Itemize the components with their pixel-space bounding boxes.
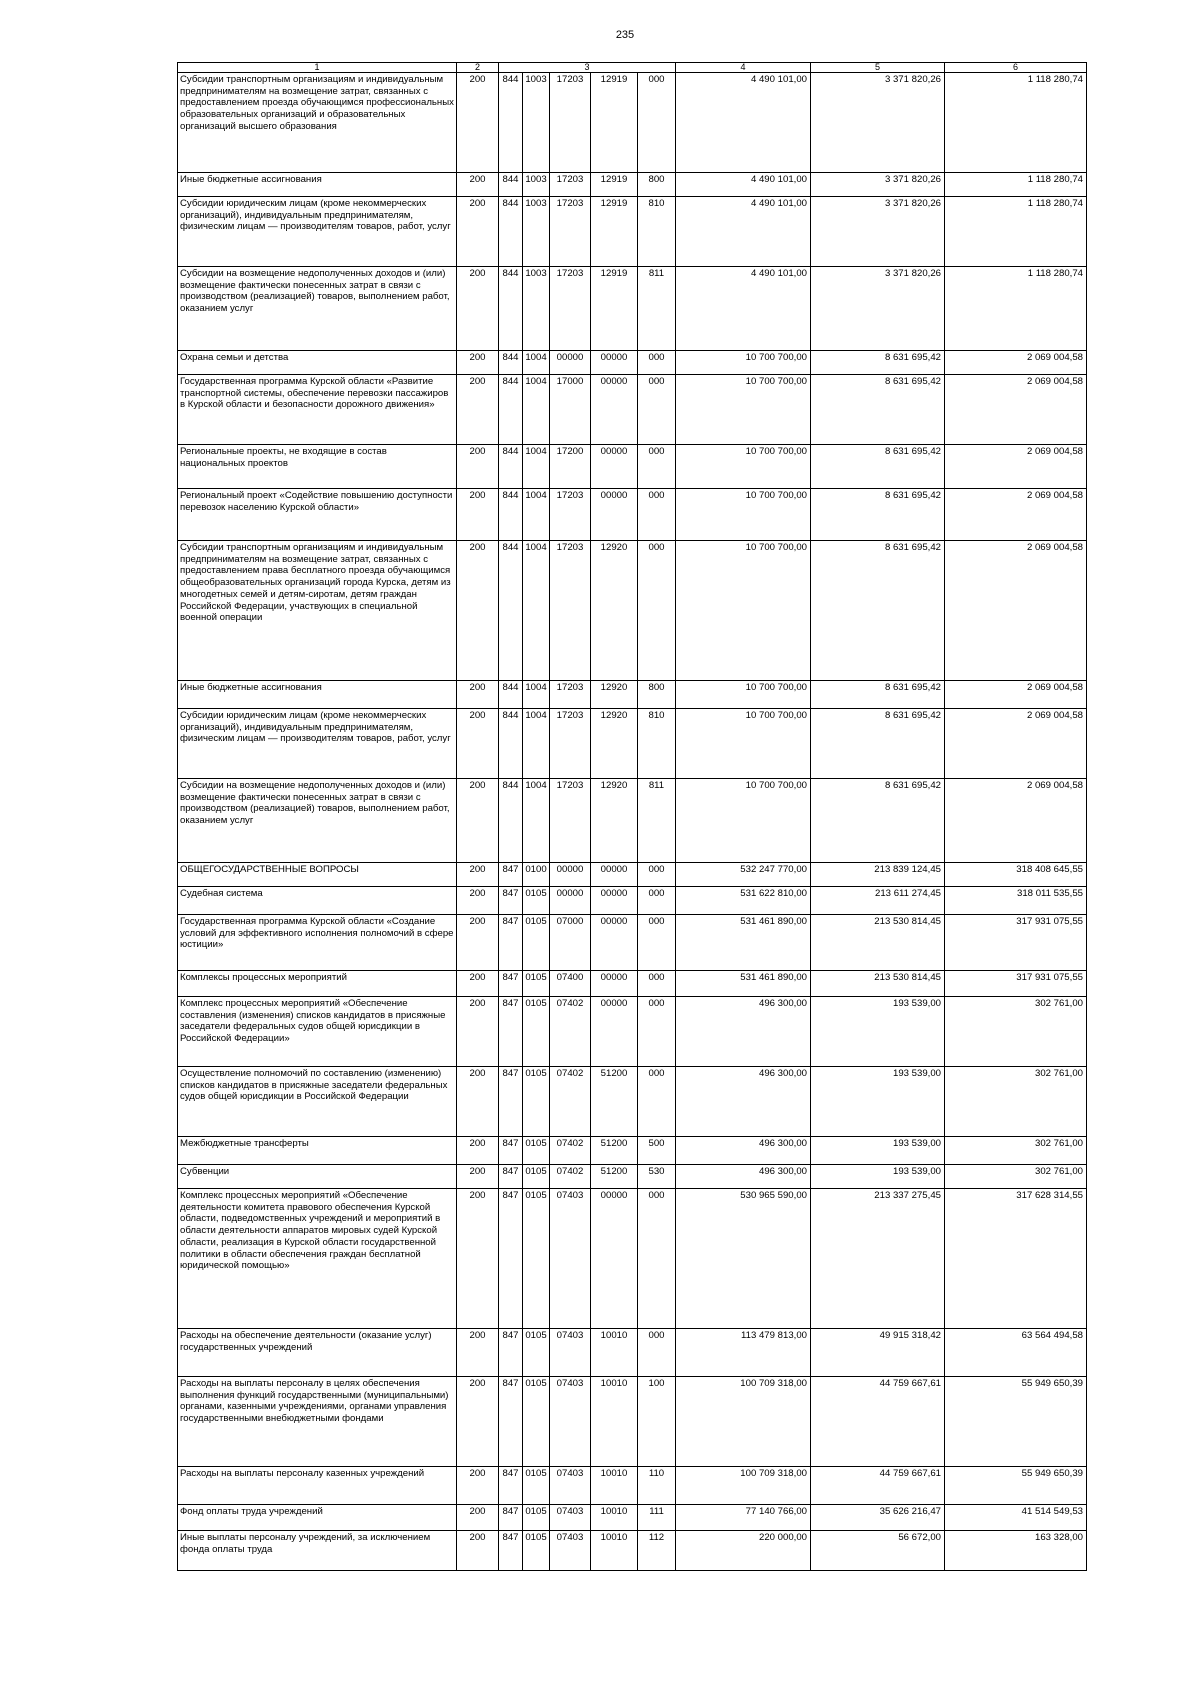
expense-type-cell: 100	[638, 1377, 676, 1467]
planned-amount-cell: 100 709 318,00	[676, 1467, 811, 1505]
table-row	[178, 1531, 1087, 1571]
planned-amount-cell: 531 461 890,00	[676, 971, 811, 997]
name-cell: Субсидии транспортным организациям и индивидуальным предпринимателям на возмещение затрат, связанных с предоставлением права бесплатного проезда обучающимся общеобразовательных организаций города Курска, детям из многодетных семей и детям-сиротам, детям граждан Российской Федерации, участвующих в специальной военной операции	[178, 541, 457, 681]
section-code-cell: 1003	[523, 73, 550, 173]
executed-amount-cell: 8 631 695,42	[811, 681, 945, 709]
section-code-cell: 1004	[523, 681, 550, 709]
table-row	[178, 681, 1087, 709]
remaining-amount-cell: 2 069 004,58	[945, 445, 1087, 489]
name-cell: Расходы на обеспечение деятельности (оказание услуг) государственных учреждений	[178, 1329, 457, 1377]
ministry-code-cell: 847	[499, 1329, 523, 1377]
executed-amount-cell: 193 539,00	[811, 1137, 945, 1165]
section-code-cell: 1003	[523, 173, 550, 197]
section-code-cell: 0105	[523, 1377, 550, 1467]
header-col-2: 2	[457, 63, 499, 73]
ministry-code-cell: 847	[499, 1189, 523, 1329]
program-code-cell: 17203	[550, 73, 591, 173]
planned-amount-cell: 113 479 813,00	[676, 1329, 811, 1377]
expense-type-cell: 000	[638, 73, 676, 173]
direction-code-cell: 51200	[591, 1137, 638, 1165]
remaining-amount-cell: 317 931 075,55	[945, 971, 1087, 997]
program-code-cell: 07400	[550, 971, 591, 997]
table-row	[178, 197, 1087, 267]
remaining-amount-cell: 1 118 280,74	[945, 267, 1087, 351]
planned-amount-cell: 496 300,00	[676, 1137, 811, 1165]
direction-code-cell: 00000	[591, 863, 638, 887]
page-number: 235	[615, 29, 635, 41]
planned-amount-cell: 4 490 101,00	[676, 267, 811, 351]
remaining-amount-cell: 317 931 075,55	[945, 915, 1087, 971]
name-cell: Региональные проекты, не входящие в состав национальных проектов	[178, 445, 457, 489]
ministry-code-cell: 844	[499, 351, 523, 375]
program-code-cell: 17203	[550, 779, 591, 863]
expense-type-cell: 800	[638, 681, 676, 709]
remaining-amount-cell: 55 949 650,39	[945, 1377, 1087, 1467]
header-col-5: 5	[811, 63, 945, 73]
admin-code-cell: 200	[457, 1505, 499, 1531]
table-row	[178, 887, 1087, 915]
ministry-code-cell: 844	[499, 197, 523, 267]
ministry-code-cell: 844	[499, 173, 523, 197]
planned-amount-cell: 10 700 700,00	[676, 541, 811, 681]
planned-amount-cell: 531 461 890,00	[676, 915, 811, 971]
section-code-cell: 0105	[523, 887, 550, 915]
section-code-cell: 0105	[523, 1189, 550, 1329]
table-row	[178, 863, 1087, 887]
table-row	[178, 489, 1087, 541]
program-code-cell: 00000	[550, 351, 591, 375]
program-code-cell: 07403	[550, 1377, 591, 1467]
remaining-amount-cell: 163 328,00	[945, 1531, 1087, 1571]
name-cell: Охрана семьи и детства	[178, 351, 457, 375]
admin-code-cell: 200	[457, 863, 499, 887]
executed-amount-cell: 213 839 124,45	[811, 863, 945, 887]
direction-code-cell: 00000	[591, 351, 638, 375]
program-code-cell: 07403	[550, 1189, 591, 1329]
program-code-cell: 17200	[550, 445, 591, 489]
ministry-code-cell: 847	[499, 887, 523, 915]
ministry-code-cell: 844	[499, 489, 523, 541]
budget-table	[177, 62, 1087, 1571]
admin-code-cell: 200	[457, 1329, 499, 1377]
table-row	[178, 1377, 1087, 1467]
admin-code-cell: 200	[457, 1467, 499, 1505]
expense-type-cell: 000	[638, 1189, 676, 1329]
planned-amount-cell: 496 300,00	[676, 997, 811, 1067]
name-cell: Межбюджетные трансферты	[178, 1137, 457, 1165]
executed-amount-cell: 8 631 695,42	[811, 779, 945, 863]
admin-code-cell: 200	[457, 267, 499, 351]
admin-code-cell: 200	[457, 997, 499, 1067]
executed-amount-cell: 213 530 814,45	[811, 971, 945, 997]
program-code-cell: 17203	[550, 681, 591, 709]
ministry-code-cell: 844	[499, 681, 523, 709]
direction-code-cell: 10010	[591, 1531, 638, 1571]
expense-type-cell: 800	[638, 173, 676, 197]
direction-code-cell: 12919	[591, 173, 638, 197]
table-row	[178, 1329, 1087, 1377]
expense-type-cell: 112	[638, 1531, 676, 1571]
remaining-amount-cell: 2 069 004,58	[945, 709, 1087, 779]
table-row	[178, 915, 1087, 971]
ministry-code-cell: 847	[499, 1467, 523, 1505]
planned-amount-cell: 10 700 700,00	[676, 709, 811, 779]
direction-code-cell: 12920	[591, 681, 638, 709]
name-cell: Субсидии юридическим лицам (кроме некоммерческих организаций), индивидуальным предпринимателям, физическим лицам — производителям товаров, работ, услуг	[178, 197, 457, 267]
executed-amount-cell: 193 539,00	[811, 1165, 945, 1189]
expense-type-cell: 000	[638, 1067, 676, 1137]
section-code-cell: 0105	[523, 971, 550, 997]
table-row	[178, 1467, 1087, 1505]
admin-code-cell: 200	[457, 1531, 499, 1571]
planned-amount-cell: 4 490 101,00	[676, 197, 811, 267]
planned-amount-cell: 10 700 700,00	[676, 445, 811, 489]
remaining-amount-cell: 2 069 004,58	[945, 779, 1087, 863]
ministry-code-cell: 847	[499, 915, 523, 971]
section-code-cell: 1004	[523, 351, 550, 375]
executed-amount-cell: 193 539,00	[811, 997, 945, 1067]
program-code-cell: 07403	[550, 1531, 591, 1571]
executed-amount-cell: 193 539,00	[811, 1067, 945, 1137]
remaining-amount-cell: 63 564 494,58	[945, 1329, 1087, 1377]
admin-code-cell: 200	[457, 1189, 499, 1329]
planned-amount-cell: 530 965 590,00	[676, 1189, 811, 1329]
remaining-amount-cell: 2 069 004,58	[945, 681, 1087, 709]
table-row	[178, 1189, 1087, 1329]
admin-code-cell: 200	[457, 1067, 499, 1137]
planned-amount-cell: 10 700 700,00	[676, 779, 811, 863]
name-cell: Субвенции	[178, 1165, 457, 1189]
remaining-amount-cell: 55 949 650,39	[945, 1467, 1087, 1505]
table-row	[178, 541, 1087, 681]
section-code-cell: 1004	[523, 541, 550, 681]
planned-amount-cell: 10 700 700,00	[676, 489, 811, 541]
admin-code-cell: 200	[457, 681, 499, 709]
executed-amount-cell: 35 626 216,47	[811, 1505, 945, 1531]
name-cell: ОБЩЕГОСУДАРСТВЕННЫЕ ВОПРОСЫ	[178, 863, 457, 887]
program-code-cell: 17203	[550, 267, 591, 351]
program-code-cell: 17203	[550, 489, 591, 541]
executed-amount-cell: 8 631 695,42	[811, 445, 945, 489]
remaining-amount-cell: 1 118 280,74	[945, 173, 1087, 197]
executed-amount-cell: 8 631 695,42	[811, 351, 945, 375]
name-cell: Субсидии на возмещение недополученных доходов и (или) возмещение фактически понесенных затрат в связи с производством (реализацией) товаров, выполнением работ, оказанием услуг	[178, 779, 457, 863]
program-code-cell: 17203	[550, 541, 591, 681]
direction-code-cell: 00000	[591, 489, 638, 541]
admin-code-cell: 200	[457, 489, 499, 541]
ministry-code-cell: 844	[499, 709, 523, 779]
program-code-cell: 00000	[550, 863, 591, 887]
expense-type-cell: 000	[638, 351, 676, 375]
table-row	[178, 709, 1087, 779]
remaining-amount-cell: 41 514 549,53	[945, 1505, 1087, 1531]
expense-type-cell: 000	[638, 1329, 676, 1377]
direction-code-cell: 12920	[591, 709, 638, 779]
name-cell: Субсидии транспортным организациям и индивидуальным предпринимателям на возмещение затрат, связанных с предоставлением проезда обучающимся профессиональных образовательных организаций и образовательных организаций высшего образования	[178, 73, 457, 173]
expense-type-cell: 000	[638, 445, 676, 489]
direction-code-cell: 12920	[591, 541, 638, 681]
name-cell: Иные бюджетные ассигнования	[178, 173, 457, 197]
program-code-cell: 07402	[550, 1067, 591, 1137]
admin-code-cell: 200	[457, 73, 499, 173]
expense-type-cell: 111	[638, 1505, 676, 1531]
section-code-cell: 1004	[523, 709, 550, 779]
program-code-cell: 07402	[550, 997, 591, 1067]
remaining-amount-cell: 1 118 280,74	[945, 73, 1087, 173]
section-code-cell: 0105	[523, 1505, 550, 1531]
expense-type-cell: 810	[638, 709, 676, 779]
program-code-cell: 07402	[550, 1137, 591, 1165]
direction-code-cell: 12919	[591, 267, 638, 351]
table-body	[178, 73, 1087, 1571]
section-code-cell: 0105	[523, 1137, 550, 1165]
name-cell: Государственная программа Курской области «Развитие транспортной системы, обеспечение перевозки пассажиров в Курской области и безопасности дорожного движения»	[178, 375, 457, 445]
executed-amount-cell: 213 337 275,45	[811, 1189, 945, 1329]
ministry-code-cell: 847	[499, 863, 523, 887]
admin-code-cell: 200	[457, 971, 499, 997]
name-cell: Иные выплаты персоналу учреждений, за исключением фонда оплаты труда	[178, 1531, 457, 1571]
name-cell: Расходы на выплаты персоналу казенных учреждений	[178, 1467, 457, 1505]
ministry-code-cell: 847	[499, 1505, 523, 1531]
executed-amount-cell: 44 759 667,61	[811, 1377, 945, 1467]
name-cell: Иные бюджетные ассигнования	[178, 681, 457, 709]
expense-type-cell: 530	[638, 1165, 676, 1189]
remaining-amount-cell: 2 069 004,58	[945, 541, 1087, 681]
admin-code-cell: 200	[457, 779, 499, 863]
ministry-code-cell: 847	[499, 997, 523, 1067]
executed-amount-cell: 213 530 814,45	[811, 915, 945, 971]
remaining-amount-cell: 318 408 645,55	[945, 863, 1087, 887]
expense-type-cell: 000	[638, 971, 676, 997]
section-code-cell: 1003	[523, 197, 550, 267]
ministry-code-cell: 844	[499, 73, 523, 173]
section-code-cell: 0105	[523, 1531, 550, 1571]
direction-code-cell: 00000	[591, 971, 638, 997]
section-code-cell: 0105	[523, 1329, 550, 1377]
planned-amount-cell: 100 709 318,00	[676, 1377, 811, 1467]
name-cell: Осуществление полномочий по составлению (изменению) списков кандидатов в присяжные заседатели федеральных судов общей юрисдикции в Российской Федерации	[178, 1067, 457, 1137]
ministry-code-cell: 844	[499, 541, 523, 681]
admin-code-cell: 200	[457, 197, 499, 267]
table-row	[178, 1137, 1087, 1165]
table-row	[178, 997, 1087, 1067]
expense-type-cell: 110	[638, 1467, 676, 1505]
section-code-cell: 1003	[523, 267, 550, 351]
expense-type-cell: 811	[638, 267, 676, 351]
section-code-cell: 1004	[523, 445, 550, 489]
section-code-cell: 0105	[523, 1067, 550, 1137]
program-code-cell: 07403	[550, 1329, 591, 1377]
remaining-amount-cell: 302 761,00	[945, 997, 1087, 1067]
direction-code-cell: 12919	[591, 73, 638, 173]
program-code-cell: 17203	[550, 197, 591, 267]
planned-amount-cell: 496 300,00	[676, 1067, 811, 1137]
direction-code-cell: 00000	[591, 375, 638, 445]
remaining-amount-cell: 1 118 280,74	[945, 197, 1087, 267]
direction-code-cell: 51200	[591, 1165, 638, 1189]
direction-code-cell: 10010	[591, 1505, 638, 1531]
table-row	[178, 375, 1087, 445]
planned-amount-cell: 532 247 770,00	[676, 863, 811, 887]
executed-amount-cell: 8 631 695,42	[811, 375, 945, 445]
header-col-4: 4	[676, 63, 811, 73]
header-col-1: 1	[178, 63, 457, 73]
executed-amount-cell: 213 611 274,45	[811, 887, 945, 915]
expense-type-cell: 000	[638, 997, 676, 1067]
remaining-amount-cell: 302 761,00	[945, 1165, 1087, 1189]
direction-code-cell: 00000	[591, 915, 638, 971]
table-row	[178, 1505, 1087, 1531]
expense-type-cell: 811	[638, 779, 676, 863]
remaining-amount-cell: 317 628 314,55	[945, 1189, 1087, 1329]
executed-amount-cell: 8 631 695,42	[811, 709, 945, 779]
table-header-row	[178, 63, 1087, 73]
program-code-cell: 17203	[550, 709, 591, 779]
admin-code-cell: 200	[457, 887, 499, 915]
section-code-cell: 1004	[523, 489, 550, 541]
program-code-cell: 07402	[550, 1165, 591, 1189]
remaining-amount-cell: 302 761,00	[945, 1067, 1087, 1137]
remaining-amount-cell: 2 069 004,58	[945, 489, 1087, 541]
executed-amount-cell: 8 631 695,42	[811, 489, 945, 541]
admin-code-cell: 200	[457, 915, 499, 971]
expense-type-cell: 000	[638, 375, 676, 445]
admin-code-cell: 200	[457, 1377, 499, 1467]
admin-code-cell: 200	[457, 173, 499, 197]
planned-amount-cell: 220 000,00	[676, 1531, 811, 1571]
name-cell: Комплекс процессных мероприятий «Обеспечение деятельности комитета правового обеспечения Курской области, подведомственных учреждений и мероприятий в области деятельности аппаратов мировых судей Курской области, реализация в Курской области государственной политики в области обеспечения граждан бесплатной юридической помощью»	[178, 1189, 457, 1329]
name-cell: Субсидии юридическим лицам (кроме некоммерческих организаций), индивидуальным предпринимателям, физическим лицам — производителям товаров, работ, услуг	[178, 709, 457, 779]
ministry-code-cell: 844	[499, 375, 523, 445]
ministry-code-cell: 847	[499, 971, 523, 997]
name-cell: Фонд оплаты труда учреждений	[178, 1505, 457, 1531]
name-cell: Расходы на выплаты персоналу в целях обеспечения выполнения функций государственными (муниципальными) органами, казенными учреждениями, органами управления государственными внебюджетными фондами	[178, 1377, 457, 1467]
name-cell: Региональный проект «Содействие повышению доступности перевозок населению Курской области»	[178, 489, 457, 541]
section-code-cell: 0105	[523, 1165, 550, 1189]
name-cell: Субсидии на возмещение недополученных доходов и (или) возмещение фактически понесенных затрат в связи с производством (реализацией) товаров, выполнением работ, оказанием услуг	[178, 267, 457, 351]
header-col-6: 6	[945, 63, 1087, 73]
program-code-cell: 07403	[550, 1467, 591, 1505]
table-row	[178, 779, 1087, 863]
expense-type-cell: 000	[638, 489, 676, 541]
executed-amount-cell: 3 371 820,26	[811, 267, 945, 351]
expense-type-cell: 000	[638, 863, 676, 887]
direction-code-cell: 12919	[591, 197, 638, 267]
table-row	[178, 1165, 1087, 1189]
table-row	[178, 1067, 1087, 1137]
table-row	[178, 971, 1087, 997]
section-code-cell: 0105	[523, 915, 550, 971]
expense-type-cell: 000	[638, 915, 676, 971]
expense-type-cell: 500	[638, 1137, 676, 1165]
program-code-cell: 00000	[550, 887, 591, 915]
executed-amount-cell: 3 371 820,26	[811, 197, 945, 267]
executed-amount-cell: 8 631 695,42	[811, 541, 945, 681]
admin-code-cell: 200	[457, 445, 499, 489]
planned-amount-cell: 4 490 101,00	[676, 173, 811, 197]
planned-amount-cell: 531 622 810,00	[676, 887, 811, 915]
expense-type-cell: 810	[638, 197, 676, 267]
expense-type-cell: 000	[638, 541, 676, 681]
planned-amount-cell: 10 700 700,00	[676, 351, 811, 375]
ministry-code-cell: 847	[499, 1531, 523, 1571]
planned-amount-cell: 77 140 766,00	[676, 1505, 811, 1531]
expense-type-cell: 000	[638, 887, 676, 915]
name-cell: Судебная система	[178, 887, 457, 915]
program-code-cell: 17203	[550, 173, 591, 197]
direction-code-cell: 10010	[591, 1329, 638, 1377]
table-row	[178, 73, 1087, 173]
section-code-cell: 0105	[523, 997, 550, 1067]
table-row	[178, 351, 1087, 375]
admin-code-cell: 200	[457, 375, 499, 445]
name-cell: Комплекс процессных мероприятий «Обеспечение составления (изменения) списков кандидатов в присяжные заседатели федеральных судов общей юрисдикции в Российской Федерации»	[178, 997, 457, 1067]
admin-code-cell: 200	[457, 709, 499, 779]
program-code-cell: 07403	[550, 1505, 591, 1531]
direction-code-cell: 00000	[591, 445, 638, 489]
section-code-cell: 1004	[523, 779, 550, 863]
ministry-code-cell: 844	[499, 267, 523, 351]
ministry-code-cell: 847	[499, 1137, 523, 1165]
direction-code-cell: 10010	[591, 1377, 638, 1467]
ministry-code-cell: 844	[499, 445, 523, 489]
ministry-code-cell: 847	[499, 1377, 523, 1467]
program-code-cell: 17000	[550, 375, 591, 445]
remaining-amount-cell: 302 761,00	[945, 1137, 1087, 1165]
planned-amount-cell: 10 700 700,00	[676, 375, 811, 445]
remaining-amount-cell: 2 069 004,58	[945, 375, 1087, 445]
executed-amount-cell: 44 759 667,61	[811, 1467, 945, 1505]
planned-amount-cell: 496 300,00	[676, 1165, 811, 1189]
admin-code-cell: 200	[457, 1165, 499, 1189]
name-cell: Комплексы процессных мероприятий	[178, 971, 457, 997]
remaining-amount-cell: 2 069 004,58	[945, 351, 1087, 375]
header-col-3: 3	[499, 63, 676, 73]
table-row	[178, 267, 1087, 351]
direction-code-cell: 00000	[591, 997, 638, 1067]
remaining-amount-cell: 318 011 535,55	[945, 887, 1087, 915]
executed-amount-cell: 3 371 820,26	[811, 73, 945, 173]
direction-code-cell: 12920	[591, 779, 638, 863]
ministry-code-cell: 847	[499, 1165, 523, 1189]
direction-code-cell: 10010	[591, 1467, 638, 1505]
executed-amount-cell: 49 915 318,42	[811, 1329, 945, 1377]
planned-amount-cell: 4 490 101,00	[676, 73, 811, 173]
admin-code-cell: 200	[457, 541, 499, 681]
ministry-code-cell: 847	[499, 1067, 523, 1137]
table-row	[178, 445, 1087, 489]
section-code-cell: 0100	[523, 863, 550, 887]
direction-code-cell: 00000	[591, 887, 638, 915]
section-code-cell: 1004	[523, 375, 550, 445]
admin-code-cell: 200	[457, 1137, 499, 1165]
executed-amount-cell: 56 672,00	[811, 1531, 945, 1571]
section-code-cell: 0105	[523, 1467, 550, 1505]
ministry-code-cell: 844	[499, 779, 523, 863]
program-code-cell: 07000	[550, 915, 591, 971]
direction-code-cell: 00000	[591, 1189, 638, 1329]
executed-amount-cell: 3 371 820,26	[811, 173, 945, 197]
planned-amount-cell: 10 700 700,00	[676, 681, 811, 709]
admin-code-cell: 200	[457, 351, 499, 375]
table-row	[178, 173, 1087, 197]
name-cell: Государственная программа Курской области «Создание условий для эффективного исполнения полномочий в сфере юстиции»	[178, 915, 457, 971]
direction-code-cell: 51200	[591, 1067, 638, 1137]
